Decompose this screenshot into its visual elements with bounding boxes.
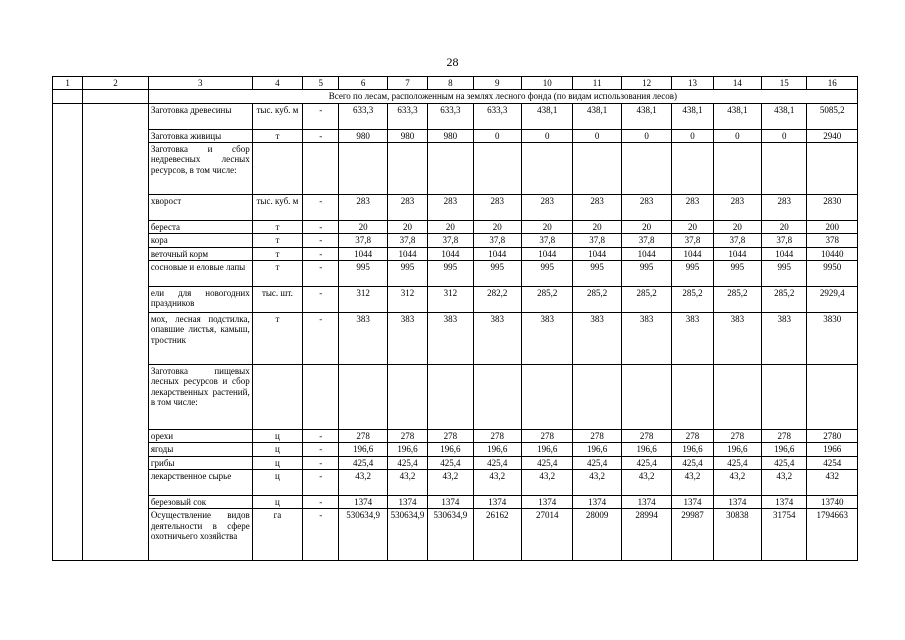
table-row bbox=[53, 365, 858, 430]
value-cell: 995 bbox=[621, 261, 671, 287]
value-cell: 43,2 bbox=[473, 470, 521, 496]
row-label: лекарственное сырье bbox=[148, 470, 252, 496]
value-cell: 0 bbox=[762, 129, 807, 142]
value-cell: 1374 bbox=[621, 496, 671, 509]
value-cell: 43,2 bbox=[339, 470, 387, 496]
value-cell: 2830 bbox=[807, 195, 858, 221]
value-cell: 43,2 bbox=[713, 470, 761, 496]
value-cell: 438,1 bbox=[621, 103, 671, 129]
value-cell: 37,8 bbox=[387, 234, 427, 247]
value-cell: 1044 bbox=[522, 247, 573, 260]
col5-cell: - bbox=[303, 261, 339, 287]
value-cell: 196,6 bbox=[339, 443, 387, 456]
row-label: хворост bbox=[148, 195, 252, 221]
value-cell: 20 bbox=[672, 221, 713, 234]
value-cell: 0 bbox=[473, 129, 521, 142]
value-cell: 425,4 bbox=[339, 456, 387, 469]
value-cell: 425,4 bbox=[473, 456, 521, 469]
value-cell bbox=[573, 143, 621, 195]
value-cell: 283 bbox=[522, 195, 573, 221]
value-cell: 10440 bbox=[807, 247, 858, 260]
value-cell: 283 bbox=[672, 195, 713, 221]
unit-cell: т bbox=[252, 313, 302, 365]
value-cell: 20 bbox=[621, 221, 671, 234]
column-number-15: 15 bbox=[762, 77, 807, 90]
col5-cell: - bbox=[303, 456, 339, 469]
value-cell: 383 bbox=[762, 313, 807, 365]
value-cell: 28994 bbox=[621, 509, 671, 561]
value-cell: 278 bbox=[713, 430, 761, 443]
value-cell: 43,2 bbox=[522, 470, 573, 496]
value-cell: 43,2 bbox=[621, 470, 671, 496]
value-cell: 283 bbox=[713, 195, 761, 221]
table-row bbox=[53, 456, 858, 469]
value-cell: 0 bbox=[621, 129, 671, 142]
value-cell: 633,3 bbox=[473, 103, 521, 129]
value-cell: 37,8 bbox=[762, 234, 807, 247]
col5-cell: - bbox=[303, 287, 339, 313]
value-cell: 425,4 bbox=[672, 456, 713, 469]
unit-cell: т bbox=[252, 221, 302, 234]
value-cell: 383 bbox=[621, 313, 671, 365]
unit-cell: т bbox=[252, 129, 302, 142]
table-row bbox=[53, 247, 858, 260]
value-cell: 1374 bbox=[672, 496, 713, 509]
value-cell: 37,8 bbox=[473, 234, 521, 247]
value-cell: 312 bbox=[339, 287, 387, 313]
value-cell: 278 bbox=[573, 430, 621, 443]
value-cell bbox=[387, 143, 427, 195]
value-cell: 26162 bbox=[473, 509, 521, 561]
value-cell: 438,1 bbox=[522, 103, 573, 129]
value-cell: 1044 bbox=[713, 247, 761, 260]
value-cell: 1044 bbox=[621, 247, 671, 260]
row-label: веточный корм bbox=[148, 247, 252, 260]
value-cell: 1794663 bbox=[807, 509, 858, 561]
unit-cell: т bbox=[252, 247, 302, 260]
value-cell: 20 bbox=[573, 221, 621, 234]
value-cell: 37,8 bbox=[339, 234, 387, 247]
col5-cell: - bbox=[303, 103, 339, 129]
value-cell: 425,4 bbox=[573, 456, 621, 469]
column-number-16: 16 bbox=[807, 77, 858, 90]
value-cell: 438,1 bbox=[672, 103, 713, 129]
value-cell: 1374 bbox=[339, 496, 387, 509]
value-cell: 196,6 bbox=[387, 443, 427, 456]
value-cell bbox=[522, 365, 573, 430]
value-cell: 278 bbox=[522, 430, 573, 443]
value-cell: 0 bbox=[672, 129, 713, 142]
value-cell: 283 bbox=[339, 195, 387, 221]
table-row bbox=[53, 103, 858, 129]
value-cell: 3830 bbox=[807, 313, 858, 365]
row-label: грибы bbox=[148, 456, 252, 469]
column-number-row bbox=[53, 77, 858, 90]
value-cell: 285,2 bbox=[621, 287, 671, 313]
value-cell: 378 bbox=[807, 234, 858, 247]
column-number-5: 5 bbox=[303, 77, 339, 90]
value-cell: 20 bbox=[473, 221, 521, 234]
value-cell: 13740 bbox=[807, 496, 858, 509]
value-cell: 43,2 bbox=[672, 470, 713, 496]
value-cell: 995 bbox=[573, 261, 621, 287]
value-cell: 995 bbox=[387, 261, 427, 287]
row-label: кора bbox=[148, 234, 252, 247]
value-cell: 43,2 bbox=[428, 470, 473, 496]
value-cell: 20 bbox=[762, 221, 807, 234]
row-label: ели для новогодних праздников bbox=[148, 287, 252, 313]
table-row bbox=[53, 234, 858, 247]
table-cell bbox=[53, 103, 83, 561]
unit-cell: тыс. шт. bbox=[252, 287, 302, 313]
value-cell: 283 bbox=[621, 195, 671, 221]
value-cell: 1374 bbox=[387, 496, 427, 509]
value-cell: 383 bbox=[387, 313, 427, 365]
unit-cell bbox=[252, 365, 302, 430]
value-cell bbox=[713, 365, 761, 430]
col5-cell bbox=[303, 365, 339, 430]
page-number: 28 bbox=[446, 55, 459, 69]
value-cell: 1374 bbox=[428, 496, 473, 509]
value-cell bbox=[428, 365, 473, 430]
value-cell bbox=[713, 143, 761, 195]
column-number-14: 14 bbox=[713, 77, 761, 90]
col5-cell: - bbox=[303, 470, 339, 496]
col5-cell: - bbox=[303, 195, 339, 221]
table-row bbox=[53, 496, 858, 509]
value-cell: 43,2 bbox=[762, 470, 807, 496]
value-cell: 0 bbox=[713, 129, 761, 142]
value-cell: 278 bbox=[762, 430, 807, 443]
value-cell: 1374 bbox=[573, 496, 621, 509]
value-cell: 29987 bbox=[672, 509, 713, 561]
value-cell: 9950 bbox=[807, 261, 858, 287]
value-cell: 196,6 bbox=[522, 443, 573, 456]
value-cell: 196,6 bbox=[473, 443, 521, 456]
value-cell bbox=[807, 143, 858, 195]
value-cell bbox=[672, 365, 713, 430]
value-cell: 1044 bbox=[672, 247, 713, 260]
value-cell: 425,4 bbox=[387, 456, 427, 469]
value-cell: 282,2 bbox=[473, 287, 521, 313]
table-row bbox=[53, 509, 858, 561]
value-cell: 530634,9 bbox=[387, 509, 427, 561]
value-cell: 2940 bbox=[807, 129, 858, 142]
value-cell: 278 bbox=[428, 430, 473, 443]
table-row bbox=[53, 287, 858, 313]
value-cell: 1374 bbox=[762, 496, 807, 509]
unit-cell: ц bbox=[252, 443, 302, 456]
value-cell: 196,6 bbox=[762, 443, 807, 456]
value-cell: 200 bbox=[807, 221, 858, 234]
value-cell: 312 bbox=[428, 287, 473, 313]
table-cell bbox=[83, 90, 149, 103]
column-number-8: 8 bbox=[428, 77, 473, 90]
value-cell: 196,6 bbox=[621, 443, 671, 456]
value-cell: 995 bbox=[672, 261, 713, 287]
value-cell: 278 bbox=[473, 430, 521, 443]
column-number-9: 9 bbox=[473, 77, 521, 90]
col5-cell: - bbox=[303, 129, 339, 142]
value-cell: 1044 bbox=[573, 247, 621, 260]
value-cell: 438,1 bbox=[573, 103, 621, 129]
column-number-2: 2 bbox=[83, 77, 149, 90]
value-cell: 425,4 bbox=[621, 456, 671, 469]
value-cell: 1044 bbox=[339, 247, 387, 260]
value-cell bbox=[339, 365, 387, 430]
value-cell: 995 bbox=[428, 261, 473, 287]
value-cell: 20 bbox=[428, 221, 473, 234]
value-cell: 383 bbox=[573, 313, 621, 365]
value-cell: 196,6 bbox=[573, 443, 621, 456]
value-cell: 283 bbox=[428, 195, 473, 221]
value-cell: 530634,9 bbox=[428, 509, 473, 561]
value-cell: 633,3 bbox=[339, 103, 387, 129]
value-cell: 1966 bbox=[807, 443, 858, 456]
value-cell: 0 bbox=[573, 129, 621, 142]
table-row bbox=[53, 221, 858, 234]
col5-cell: - bbox=[303, 221, 339, 234]
row-label: мох, лесная подстилка, опавшие листья, камыш, тростник bbox=[148, 313, 252, 365]
value-cell: 1044 bbox=[428, 247, 473, 260]
row-label: Заготовка древесины bbox=[148, 103, 252, 129]
col5-cell: - bbox=[303, 234, 339, 247]
forest-use-table bbox=[52, 76, 858, 561]
col5-cell bbox=[303, 143, 339, 195]
row-label: Осуществление видов деятельности в сфере охотничьего хозяйства bbox=[148, 509, 252, 561]
value-cell: 425,4 bbox=[428, 456, 473, 469]
value-cell bbox=[807, 365, 858, 430]
unit-cell bbox=[252, 143, 302, 195]
value-cell: 283 bbox=[387, 195, 427, 221]
value-cell: 1374 bbox=[713, 496, 761, 509]
value-cell bbox=[621, 365, 671, 430]
unit-cell: тыс. куб. м bbox=[252, 103, 302, 129]
value-cell: 196,6 bbox=[672, 443, 713, 456]
unit-cell: т bbox=[252, 234, 302, 247]
table-row bbox=[53, 313, 858, 365]
column-number-13: 13 bbox=[672, 77, 713, 90]
section-title: Всего по лесам, расположенным на землях лесного фонда (по видам использования лесов) bbox=[148, 90, 857, 103]
row-label: Заготовка и сбор недревесных лесных ресурсов, в том числе: bbox=[148, 143, 252, 195]
value-cell: 278 bbox=[387, 430, 427, 443]
value-cell: 1374 bbox=[522, 496, 573, 509]
value-cell: 285,2 bbox=[522, 287, 573, 313]
value-cell: 1044 bbox=[762, 247, 807, 260]
unit-cell: ц bbox=[252, 430, 302, 443]
unit-cell: т bbox=[252, 261, 302, 287]
row-label: березовый сок bbox=[148, 496, 252, 509]
unit-cell: ц bbox=[252, 470, 302, 496]
value-cell: 995 bbox=[522, 261, 573, 287]
column-number-10: 10 bbox=[522, 77, 573, 90]
column-number-12: 12 bbox=[621, 77, 671, 90]
row-label: Заготовка живицы bbox=[148, 129, 252, 142]
unit-cell: тыс. куб. м bbox=[252, 195, 302, 221]
value-cell bbox=[473, 143, 521, 195]
value-cell: 283 bbox=[573, 195, 621, 221]
value-cell: 383 bbox=[428, 313, 473, 365]
value-cell: 383 bbox=[339, 313, 387, 365]
value-cell: 28009 bbox=[573, 509, 621, 561]
value-cell bbox=[621, 143, 671, 195]
value-cell: 1044 bbox=[387, 247, 427, 260]
value-cell: 995 bbox=[339, 261, 387, 287]
value-cell: 980 bbox=[428, 129, 473, 142]
value-cell: 383 bbox=[672, 313, 713, 365]
section-title-row bbox=[53, 90, 858, 103]
value-cell: 4254 bbox=[807, 456, 858, 469]
value-cell bbox=[762, 365, 807, 430]
value-cell: 27014 bbox=[522, 509, 573, 561]
value-cell: 196,6 bbox=[428, 443, 473, 456]
value-cell: 5085,2 bbox=[807, 103, 858, 129]
table-row bbox=[53, 470, 858, 496]
column-number-1: 1 bbox=[53, 77, 83, 90]
value-cell: 995 bbox=[713, 261, 761, 287]
value-cell: 633,3 bbox=[387, 103, 427, 129]
value-cell: 383 bbox=[522, 313, 573, 365]
value-cell: 31754 bbox=[762, 509, 807, 561]
value-cell: 425,4 bbox=[713, 456, 761, 469]
unit-cell: ц bbox=[252, 456, 302, 469]
value-cell: 37,8 bbox=[428, 234, 473, 247]
value-cell: 37,8 bbox=[713, 234, 761, 247]
value-cell: 2929,4 bbox=[807, 287, 858, 313]
value-cell: 980 bbox=[339, 129, 387, 142]
value-cell: 20 bbox=[339, 221, 387, 234]
column-number-4: 4 bbox=[252, 77, 302, 90]
value-cell: 20 bbox=[522, 221, 573, 234]
value-cell: 20 bbox=[387, 221, 427, 234]
value-cell: 43,2 bbox=[387, 470, 427, 496]
table-row bbox=[53, 430, 858, 443]
value-cell: 980 bbox=[387, 129, 427, 142]
unit-cell: ц bbox=[252, 496, 302, 509]
table-row bbox=[53, 143, 858, 195]
table-row bbox=[53, 261, 858, 287]
value-cell: 1374 bbox=[473, 496, 521, 509]
value-cell: 438,1 bbox=[713, 103, 761, 129]
col5-cell: - bbox=[303, 430, 339, 443]
row-label: сосновые и еловые лапы bbox=[148, 261, 252, 287]
value-cell: 432 bbox=[807, 470, 858, 496]
value-cell bbox=[473, 365, 521, 430]
value-cell bbox=[428, 143, 473, 195]
value-cell bbox=[672, 143, 713, 195]
value-cell: 283 bbox=[762, 195, 807, 221]
table-row bbox=[53, 195, 858, 221]
value-cell: 438,1 bbox=[762, 103, 807, 129]
value-cell bbox=[339, 143, 387, 195]
value-cell: 37,8 bbox=[672, 234, 713, 247]
value-cell: 285,2 bbox=[672, 287, 713, 313]
row-label: береста bbox=[148, 221, 252, 234]
column-number-7: 7 bbox=[387, 77, 427, 90]
col5-cell: - bbox=[303, 247, 339, 260]
value-cell bbox=[387, 365, 427, 430]
value-cell: 278 bbox=[672, 430, 713, 443]
col5-cell: - bbox=[303, 313, 339, 365]
value-cell: 37,8 bbox=[522, 234, 573, 247]
value-cell: 383 bbox=[473, 313, 521, 365]
unit-cell: га bbox=[252, 509, 302, 561]
row-label: Заготовка пищевых лесных ресурсов и сбор лекарственных растений, в том числе: bbox=[148, 365, 252, 430]
value-cell: 995 bbox=[762, 261, 807, 287]
value-cell: 0 bbox=[522, 129, 573, 142]
row-label: орехи bbox=[148, 430, 252, 443]
value-cell: 37,8 bbox=[573, 234, 621, 247]
value-cell: 1044 bbox=[473, 247, 521, 260]
value-cell: 425,4 bbox=[762, 456, 807, 469]
value-cell bbox=[762, 143, 807, 195]
table-cell bbox=[53, 90, 83, 103]
column-number-11: 11 bbox=[573, 77, 621, 90]
table-cell bbox=[83, 103, 149, 561]
col5-cell: - bbox=[303, 496, 339, 509]
value-cell: 383 bbox=[713, 313, 761, 365]
column-number-3: 3 bbox=[148, 77, 252, 90]
value-cell: 285,2 bbox=[573, 287, 621, 313]
value-cell bbox=[573, 365, 621, 430]
value-cell: 2780 bbox=[807, 430, 858, 443]
value-cell bbox=[522, 143, 573, 195]
value-cell: 30838 bbox=[713, 509, 761, 561]
value-cell: 995 bbox=[473, 261, 521, 287]
value-cell: 312 bbox=[387, 287, 427, 313]
table-row bbox=[53, 443, 858, 456]
value-cell: 20 bbox=[713, 221, 761, 234]
value-cell: 425,4 bbox=[522, 456, 573, 469]
value-cell: 278 bbox=[621, 430, 671, 443]
value-cell: 530634,9 bbox=[339, 509, 387, 561]
col5-cell: - bbox=[303, 509, 339, 561]
value-cell: 278 bbox=[339, 430, 387, 443]
value-cell: 285,2 bbox=[713, 287, 761, 313]
value-cell: 37,8 bbox=[621, 234, 671, 247]
value-cell: 633,3 bbox=[428, 103, 473, 129]
column-number-6: 6 bbox=[339, 77, 387, 90]
value-cell: 283 bbox=[473, 195, 521, 221]
value-cell: 196,6 bbox=[713, 443, 761, 456]
col5-cell: - bbox=[303, 443, 339, 456]
value-cell: 43,2 bbox=[573, 470, 621, 496]
table-row bbox=[53, 129, 858, 142]
value-cell: 285,2 bbox=[762, 287, 807, 313]
row-label: ягоды bbox=[148, 443, 252, 456]
